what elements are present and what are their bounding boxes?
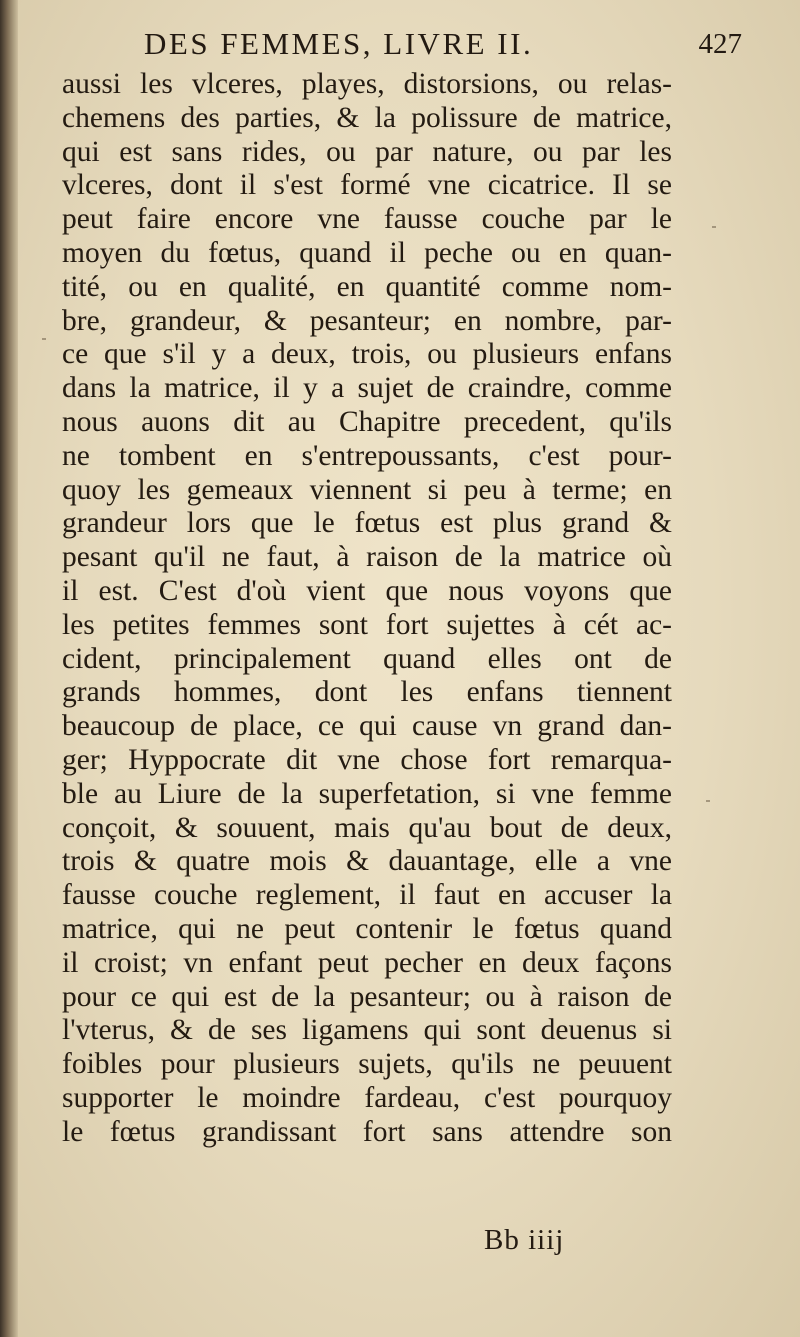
text-line: dans la matrice, il y a sujet de craindre, comme xyxy=(62,372,672,405)
text-line: le fœtus grandissant fort sans attendre son xyxy=(62,1115,672,1148)
text-line: aussi les vlceres, playes, distorsions, ou relas- xyxy=(62,68,672,100)
text-line: ble au Liure de la superfetation, si vne femme xyxy=(62,777,672,810)
running-head: DES FEMMES, LIVRE II. xyxy=(144,26,534,61)
text-line: moyen du fœtus, quand il peche ou en quan- xyxy=(62,236,672,269)
body-text xyxy=(62,68,672,1150)
text-line: matrice, qui ne peut contenir le fœtus quand xyxy=(62,912,672,945)
text-line: pour ce qui est de la pesanteur; ou à raison de xyxy=(62,980,672,1013)
text-line: ce que s'il y a deux, trois, ou plusieurs enfans xyxy=(62,338,672,371)
text-line: les petites femmes sont fort sujettes à cét ac- xyxy=(62,608,672,641)
text-line: ne tombent en s'entrepoussants, c'est pour- xyxy=(62,439,672,472)
text-line: quoy les gemeaux viennent si peu à terme; en xyxy=(62,473,672,506)
text-line: trois & quatre mois & dauantage, elle a vne xyxy=(62,845,672,878)
text-line: supporter le moindre fardeau, c'est pourquoy xyxy=(62,1081,672,1114)
text-line: grandeur lors que le fœtus est plus grand & xyxy=(62,507,672,540)
paper-fleck xyxy=(42,338,46,340)
text-line: conçoit, & souuent, mais qu'au bout de deux, xyxy=(62,811,672,844)
page-footer xyxy=(484,1224,604,1264)
text-line: chemens des parties, & la polissure de matrice, xyxy=(62,101,672,134)
text-line: il est. C'est d'où vient que nous voyons que xyxy=(62,574,672,607)
text-line: peut faire encore vne fausse couche par le xyxy=(62,203,672,236)
text-line: bre, grandeur, & pesanteur; en nombre, par- xyxy=(62,304,672,337)
binding-gutter xyxy=(0,0,18,1337)
text-line: pesant qu'il ne faut, à raison de la matrice où xyxy=(62,541,672,574)
text-line: nous auons dit au Chapitre precedent, qu'ils xyxy=(62,405,672,438)
page-header xyxy=(60,22,750,66)
text-line: grands hommes, dont les enfans tiennent xyxy=(62,676,672,709)
text-line: cident, principalement quand elles ont de xyxy=(62,642,672,675)
text-line: l'vterus, & de ses ligamens qui sont deuenus si xyxy=(62,1014,672,1047)
text-line: fausse couche reglement, il faut en accuser la xyxy=(62,879,672,912)
text-line: il croist; vn enfant peut pecher en deux façons xyxy=(62,946,672,979)
paper-fleck xyxy=(706,800,710,802)
text-line: tité, ou en qualité, en quantité comme nom- xyxy=(62,270,672,303)
page-number: 427 xyxy=(698,28,742,60)
text-line: vlceres, dont il s'est formé vne cicatrice. Il se xyxy=(62,169,672,202)
text-line: beaucoup de place, ce qui cause vn grand dan- xyxy=(62,710,672,743)
signature-mark: Bb iiij xyxy=(484,1224,565,1256)
paper-fleck xyxy=(712,226,716,228)
text-line: qui est sans rides, ou par nature, ou par les xyxy=(62,135,672,168)
text-line: foibles pour plusieurs sujets, qu'ils ne peuuent xyxy=(62,1048,672,1081)
text-line: ger; Hyppocrate dit vne chose fort remarqua- xyxy=(62,743,672,776)
